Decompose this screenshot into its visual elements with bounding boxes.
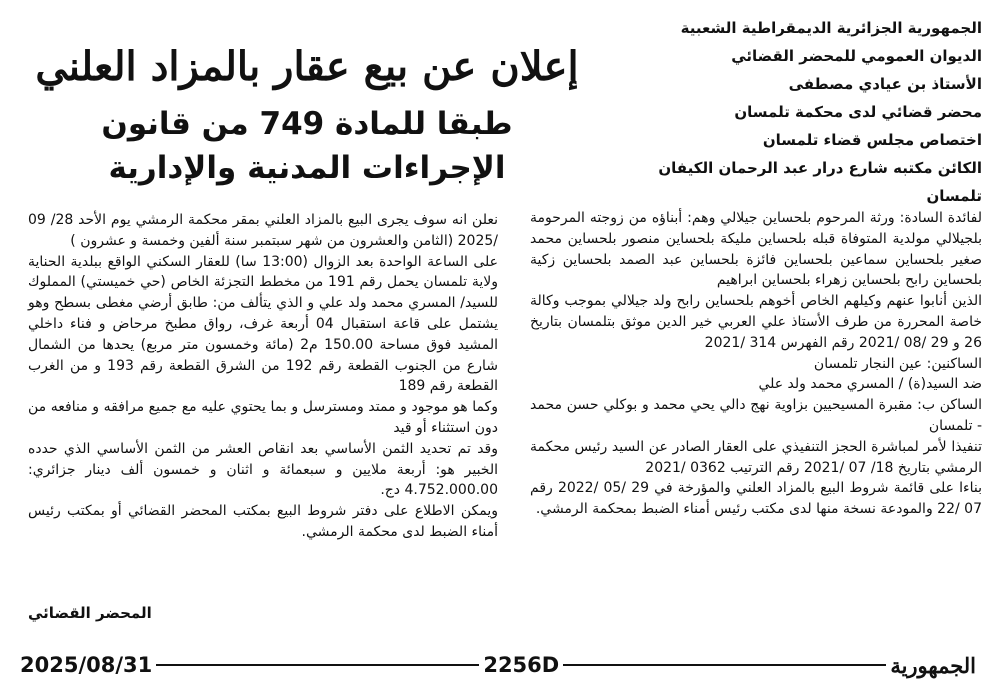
paragraph: وقد تم تحديد الثمن الأساسي بعد انقاص العشر من الثمن الأساسي الذي حدده الخبير هو: أربعة ملايين و سبعمائة و اثنان و خمسون ألف دينار جزائري: 4.752.000.00 دج.: [28, 440, 498, 499]
announcement-title-block: [28, 8, 586, 202]
header-line: اختصاص مجلس قضاء تلمسان: [762, 131, 982, 149]
issuer-header-block: [592, 14, 982, 210]
header-line: الديوان العمومي للمحضر القضائي: [731, 47, 982, 65]
signature: المحضر القضائي: [28, 604, 152, 622]
paragraph: وكما هو موجود و ممتد ومسترسل و بما يحتوي عليه مع جميع مرافقه و منافعه من دون استثناء أو قيد: [28, 399, 498, 436]
header-line: محضر قضائي لدى محكمة تلمسان: [734, 103, 982, 121]
paragraph: الذين أنابوا عنهم وكيلهم الخاص أخوهم بلحساين رابح ولد جيلالي بموجب وكالة خاصة المحررة من طرف الأستاذ علي العربي خير الدين موثق بتلمسان بتاريخ 26 و 29 /08 /2021 رقم الفهرس 314 /2021: [530, 293, 982, 351]
paragraph: لفائدة السادة: ورثة المرحوم بلحساين جيلالي وهم: أبناؤه من زوجته المرحومة بلجيلالي مولدية المتوفاة قبله بلحساين مليكة بلحساين منصور بلحساين محمد صغير بلحساين سماعين بلحساين فائزة بلحساين عبد الصمد بلحساين زكية بلحساين رابح بلحساين زهراء بلحساين ابراهيم: [530, 210, 982, 289]
footer-page-number: 2256D: [483, 653, 560, 677]
paragraph: على الساعة الواحدة بعد الزوال (13:00 سا) للعقار السكني الواقع ببلدية الحناية ولاية تلمسان يحمل رقم 191 من مخطط التجزئة الخاص (حي خميستي) المملوك للسيد/ المسري محمد ولد علي و الذي يتألف من: طابق أرضي مغطى بسطح وهو يشتمل على قاعة استقبال 04 أربعة غرف، رواق مطبخ مرحاض و فناء داخلي المشيد فوق مساحة 150.00 م2 (مائة وخمسون متر مربع) يحدها من الشمال شارع من الجنوب القطعة رقم 192 من الشرق القطعة رقم 193 و من الغرب القطعة رقم 189: [28, 253, 498, 395]
header-line: الجمهورية الجزائرية الديمقراطية الشعبية: [680, 19, 982, 37]
footer-divider: [563, 664, 886, 666]
paragraph: بناءا على قائمة شروط البيع بالمزاد العلني والمؤرخة في 29 /05 /2022 رقم 07 /22 والمودعة نسخة منها لدى مكتب رئيس أمناء الضبط بمحكمة الرمشي.: [530, 480, 982, 518]
newspaper-logo: الجمهورية: [890, 652, 977, 678]
paragraph: ويمكن الاطلاع على دفتر شروط البيع بمكتب المحضر القضائي أو بمكتب رئيس أمناء الضبط لدى محكمة الرمشي.: [28, 503, 498, 540]
footer-date: 2025/08/31: [20, 653, 153, 677]
right-text-column: [530, 208, 982, 520]
paragraph: ضد السيد(ة) / المسري محمد ولد علي: [758, 376, 982, 393]
page-footer: [0, 650, 1000, 680]
paragraph: الساكنين: عين النجار تلمسان: [813, 355, 982, 372]
paragraph: نعلن انه سوف يجرى البيع بالمزاد العلني بمقر محكمة الرمشي يوم الأحد 28/ 09 /2025 (الثامن والعشرون من شهر سبتمبر سنة ألفين وخمسة و عشرون ): [28, 212, 498, 249]
header-line: تلمسان: [926, 187, 982, 205]
main-title: إعلان عن بيع عقار بالمزاد العلني: [35, 43, 579, 90]
paragraph: تنفيذا لأمر لمباشرة الحجز التنفيذي على العقار الصادر عن السيد رئيس محكمة الرمشي بتاريخ 18/ 07 /2021 رقم الترتيب 0362 /2021: [530, 438, 982, 476]
paragraph: الساكن ب: مقبرة المسيحيين بزاوية نهج دالي يحي محمد و بوكلي حسن محمد - تلمسان: [530, 397, 982, 434]
sub-title: طبقا للمادة 749 من قانون الإجراءات المدنية والإدارية: [101, 106, 513, 186]
header-line: الكائن مكتبه شارع درار عبد الرحمان الكيفان: [658, 159, 982, 177]
left-text-column: [28, 210, 498, 543]
footer-divider: [156, 664, 479, 666]
header-line: الأستاذ بن عيادي مصطفى: [788, 75, 982, 93]
